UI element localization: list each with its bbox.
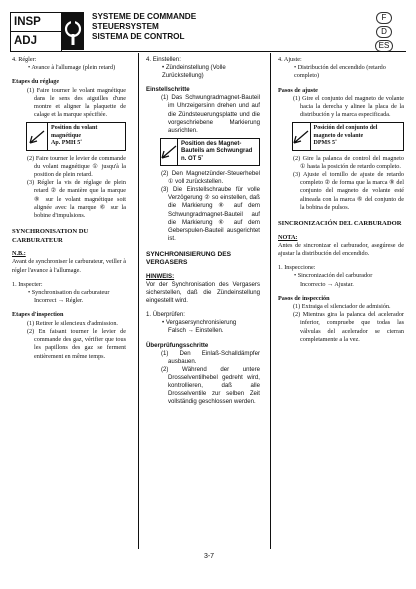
column-divider-1 (138, 53, 139, 549)
inspect-result: Incorrect → Régler. (34, 297, 84, 305)
inspect-step-2: (2) Während der untere Drosselventilhebel gedreht wird, kontrollieren, daß alle Drosselventile zur selben Zeit vollständig geschlossen werden. (161, 365, 260, 406)
adjust-item: • Zündeinstellung (Volle Zurückstellung) (162, 64, 226, 80)
column-divider-2 (270, 53, 271, 549)
inspect-step-1: (1) Extraiga el silenciador de admisión. (293, 302, 391, 310)
step-3: (3) Ajuste el tornillo de ajuste de retardo completo ② de forma que la marca ⑧ del conjunto del magneto de volante esté alineada con la marca ⑥ del conjunto de la bobina de pulsos. (293, 171, 404, 211)
step-inspect: 1. Überprüfen: (146, 311, 185, 319)
section-title (92, 12, 362, 42)
column-french (12, 56, 126, 361)
spec-label: Position des Magnet-Bauteils am Schwungrad (181, 140, 253, 155)
step-2: (2) Faire tourner le levier de commande du volant magnétique ① jusqu'à la position de plein retard. (27, 154, 126, 179)
inspect-step-1: (1) Retirer le silencieux d'admission. (27, 319, 118, 327)
spec-label: Posición del conjunto del magneto de volante (313, 125, 378, 139)
header-rule (10, 51, 406, 52)
inspect-result: Falsch → Einstellen. (168, 327, 224, 335)
step-adjust: 4. Régler: (12, 56, 37, 63)
step-inspect: 1. Inspecter: (12, 280, 43, 288)
language-tabs (362, 12, 406, 54)
spec-box (292, 122, 404, 150)
section-heading: SYNCHRONISIERUNG DES VERGASERS (146, 250, 231, 267)
inspect-item: • Synchronisation du carburateur (28, 289, 110, 297)
pointer-icon (161, 142, 177, 162)
adjust-item: • Avance à l'allumage (plein retard) (28, 64, 116, 72)
pointer-icon (293, 127, 310, 147)
spec-value: Ap. PMH 5˚ (51, 140, 83, 147)
note-label: NOTA: (278, 233, 298, 241)
page-number: 3-7 (203, 553, 215, 560)
lang-es: ES (375, 40, 393, 52)
step-adjust: 4. Ajuste: (278, 56, 302, 63)
inspect-item: • Sincronización del carburador (294, 272, 373, 280)
step-1: (1) Das Schwungradmagnet-Bauteil im Uhrzeigersinn drehen und auf die Zündsteuerungsplatte und die vorgeschriebene Markierung ausrichten. (161, 94, 260, 134)
wrench-icon (62, 12, 84, 50)
note-text: Antes de sincronizar el carburador, asegúrese de ajustar la distribución del encendido. (278, 241, 404, 257)
inspect-step-2: (2) En faisant tourner le levier de commande des gaz, vérifier que tous les papillons des gaz se ferment entièrement en même temps. (27, 327, 126, 360)
heading-adjust-steps: Etapes du réglage (12, 78, 60, 86)
heading-adjust-steps: Einstellschritte (146, 86, 190, 94)
heading-adjust-steps: Pasos de ajuste (278, 86, 318, 94)
badge-adj: ADJ (11, 31, 61, 50)
spec-value: DPMS 5˚ (313, 140, 338, 147)
note-text: Vor der Synchronisation des Vergasers sicherstellen, daß die Zündeinstellung eingestellt wird. (146, 281, 260, 305)
step-1: (1) Faire tourner le volant magnétique dans le sens des aiguilles d'une montre et aligner la plaquette de calage et la marque spécifiée. (27, 86, 126, 119)
badge-insp: INSP (14, 16, 41, 28)
note-text: Avant de synchroniser le carburateur, veiller à régler l'avance à l'allumage. (12, 258, 126, 274)
title-fr: SYSTEME DE COMMANDE (92, 12, 197, 21)
spec-value: n. OT 5˚ (181, 155, 204, 162)
adjust-item: • Distribución del encendido (retardo completo) (294, 64, 386, 80)
inspect-item: • Vergasersynchronisierung (162, 319, 237, 327)
section-heading: SINCRONIZACIÓN DEL CARBURADOR (278, 220, 402, 228)
heading-inspect-steps: Pasos de inspección (278, 294, 330, 302)
step-inspect: 1. Inspeccione: (278, 264, 316, 272)
step-2: (2) Gire la palanca de control del magneto ① hasta la posición de retardo completo. (293, 154, 404, 170)
lang-f: F (376, 12, 392, 24)
title-de: STEUERSYSTEM (92, 22, 159, 31)
spec-box (160, 138, 260, 166)
section-heading: SYNCHRONISATION DU CARBURATEUR (12, 228, 89, 244)
step-1: (1) Gire el conjunto del magneto de volante hacia la derecha y alinee la placa de la distribución y la marca especificada. (293, 94, 404, 119)
column-german (146, 56, 260, 406)
note-label: HINWEIS: (146, 272, 175, 280)
step-3: (3) Régler la vis de réglage de plein retard ② de manière que la marque ⑧ sur le volant magnétique soit alignée avec la marque ⑥ sur la bobine d'impulsions. (27, 179, 126, 220)
step-3: (3) Die Einstellschraube für volle Verzögerung ② so einstellen, daß die Markierung ⑧ auf dem Schwungradmagnet-Bauteil auf die Markierung ⑥ auf dem Geberspulen-Bauteil ausgerichtet ist. (161, 186, 260, 242)
inspect-step-2: (2) Mientras gira la palanca del acelerador inferior, compruebe que todas las válvulas del acelerador se cierran completamente a la vez. (293, 311, 404, 343)
column-spanish (278, 56, 404, 344)
heading-inspect-steps: Überprüfungsschritte (146, 341, 209, 349)
lang-d: D (376, 26, 392, 38)
insp-adj-badge (10, 12, 62, 52)
pointer-icon (27, 127, 47, 147)
title-es: SISTEMA DE CONTROL (92, 32, 185, 41)
step-adjust: 4. Einstellen: (146, 56, 181, 63)
step-2: (2) Den Magnetzünder-Steuerhebel ① voll zurückstellen. (161, 170, 260, 186)
heading-inspect-steps: Etapes d'inspection (12, 311, 64, 319)
inspect-step-1: (1) Den Einlaß-Schalldämpfer ausbauen. (161, 349, 260, 365)
note-label: N.B.: (12, 250, 26, 258)
spec-label: Position du volant magnétique (51, 125, 98, 139)
inspect-result: Incorrecto → Ajustar. (300, 280, 354, 288)
spec-box (26, 122, 126, 150)
